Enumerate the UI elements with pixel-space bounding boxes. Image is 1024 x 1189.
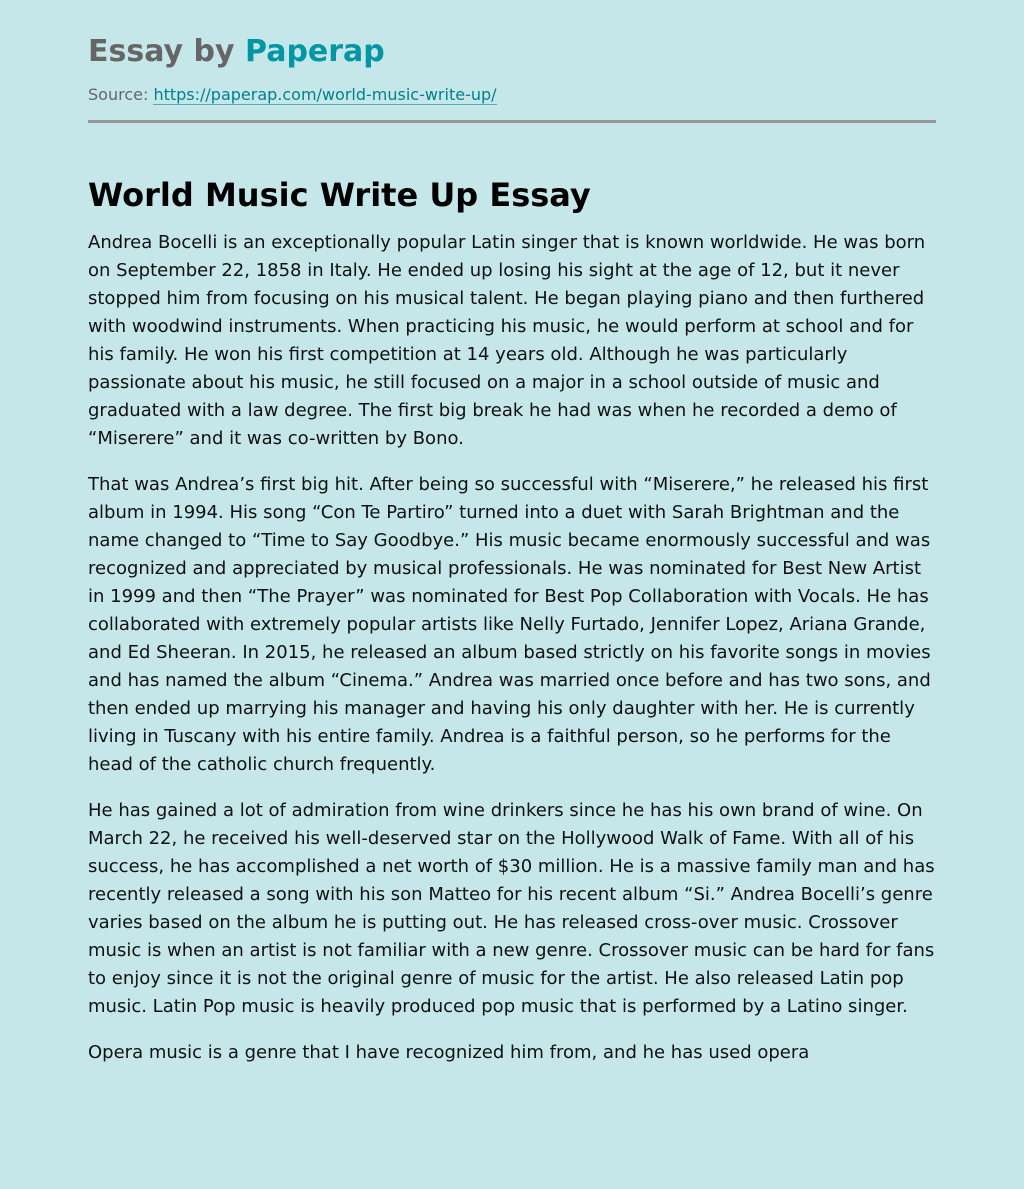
page <box>88 0 936 1067</box>
divider <box>88 120 936 123</box>
source-link[interactable]: https://paperap.com/world-music-write-up/ <box>153 85 497 104</box>
brand-prefix: Essay by <box>88 34 235 69</box>
paragraph: That was Andrea’s first big hit. After being so successful with “Miserere,” he released his first album in 1994. His song “Con Te Partiro” turned into a duet with Sarah Brightman and the name changed to “Time to Say Goodbye.” His music became enormously successful and was recognized and appreciated by musical professionals. He was nominated for Best New Artist in 1999 and then “The Prayer” was nominated for Best Pop Collaboration with Vocals. He has collaborated with extremely popular artists like Nelly Furtado, Jennifer Lopez, Ariana Grande, and Ed Sheeran. In 2015, he released an album based strictly on his favorite songs in movies and has named the album “Cinema.” Andrea was married once before and has two sons, and then ended up marrying his manager and having his only daughter with her. He is currently living in Tuscany with his entire family. Andrea is a faithful person, so he performs for the head of the catholic church frequently. <box>88 474 931 775</box>
paragraph: Andrea Bocelli is an exceptionally popular Latin singer that is known worldwide. He was born on September 22, 1858 in Italy. He ended up losing his sight at the age of 12, but it never stopped him from focusing on his musical talent. He began playing piano and then furthered with woodwind instruments. When practicing his music, he would perform at school and for his family. He won his first competition at 14 years old. Although he was particularly passionate about his music, he still focused on a major in a school outside of music and graduated with a law degree. The first big break he had was when he recorded a demo of “Miserere” and it was co-written by Bono. <box>88 232 926 449</box>
paragraph: Opera music is a genre that I have recognized him from, and he has used opera <box>88 1042 810 1063</box>
paragraph: He has gained a lot of admiration from wine drinkers since he has his own brand of wine. On March 22, he received his well-deserved star on the Hollywood Walk of Fame. With all of his success, he has accomplished a net worth of $30 million. He is a massive family man and has recently released a song with his son Matteo for his recent album “Si.” Andrea Bocelli’s genre varies based on the album he is putting out. He has released cross-over music. Crossover music is when an artist is not familiar with a new genre. Crossover music can be hard for fans to enjoy since it is not the original genre of music for the artist. He also released Latin pop music. Latin Pop music is heavily produced pop music that is performed by a Latino singer. <box>88 800 935 1017</box>
source-label: Source: <box>88 85 149 104</box>
brand-name: Paperap <box>245 34 385 69</box>
page-title: World Music Write Up Essay <box>88 176 591 214</box>
brand-logo <box>88 34 936 70</box>
source-line <box>88 84 936 106</box>
